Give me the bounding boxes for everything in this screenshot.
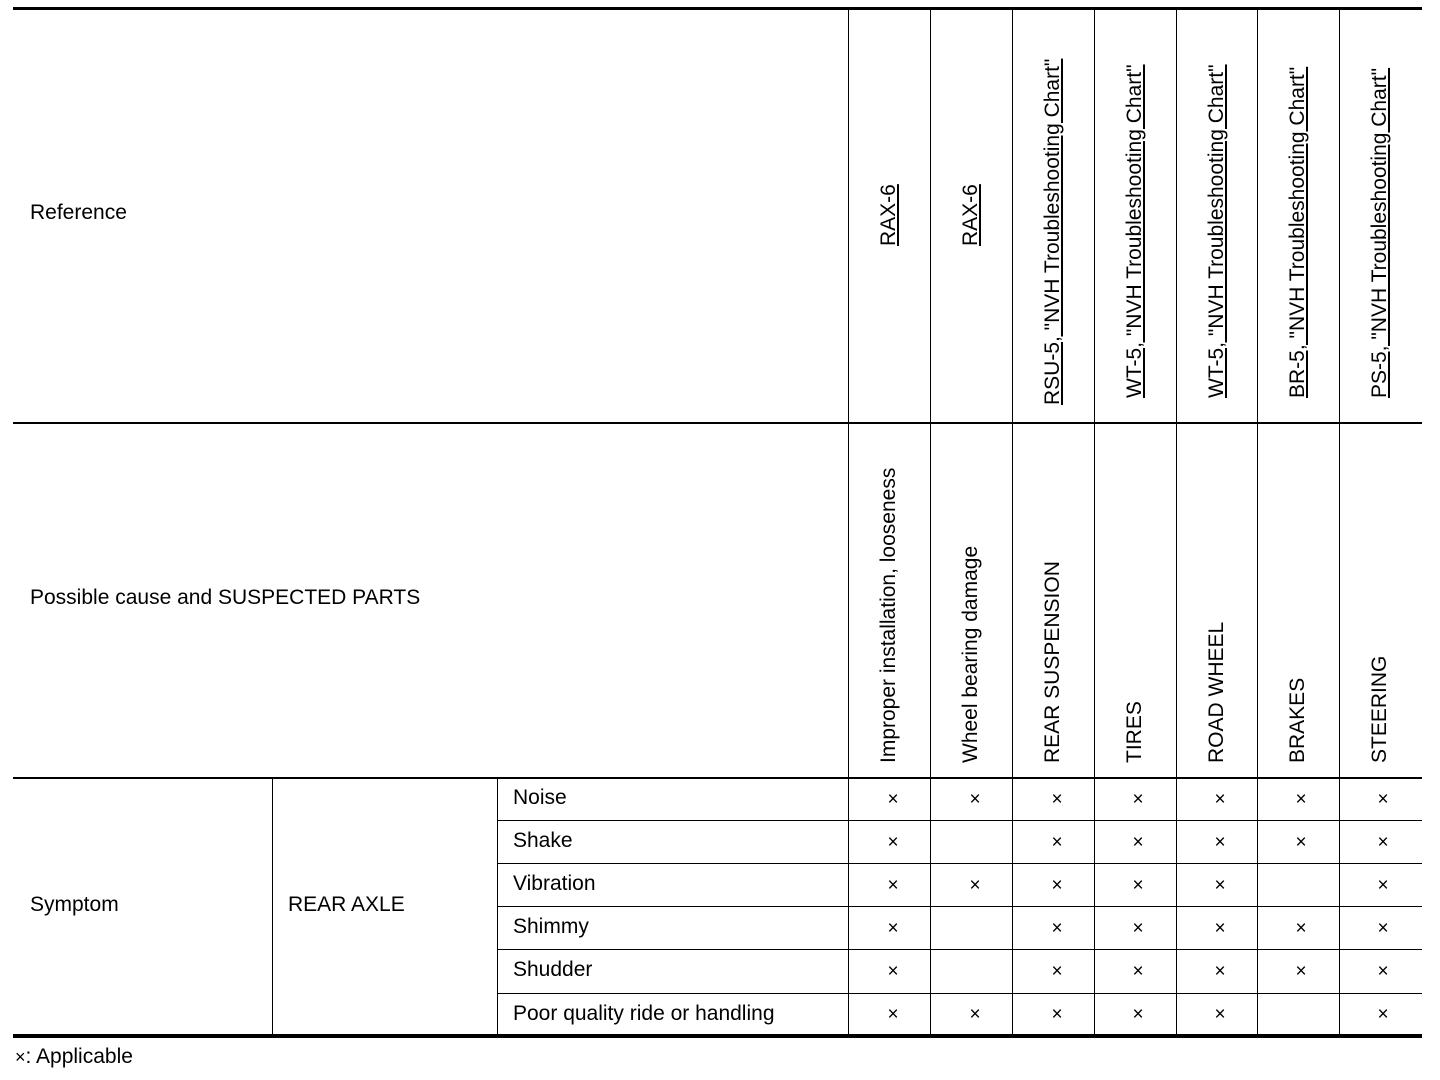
cause-steering: STEERING <box>1368 655 1391 763</box>
applicable-mark: × <box>887 1004 899 1025</box>
applicable-mark: × <box>887 789 899 810</box>
symptom-vibration: Vibration <box>513 872 596 895</box>
applicable-mark: × <box>1051 1004 1063 1025</box>
symptom-row-border <box>497 993 1422 994</box>
reference-link-wt-5[interactable]: WT-5, "NVH Troubleshooting Chart" <box>1123 64 1146 398</box>
cause-label: Possible cause and SUSPECTED PARTS <box>30 586 421 609</box>
applicable-mark: × <box>1132 961 1144 982</box>
applicable-mark: × <box>1051 832 1063 853</box>
reference-link-wt-5[interactable]: WT-5, "NVH Troubleshooting Chart" <box>1205 64 1228 398</box>
rear-axle-label: REAR AXLE <box>288 893 405 916</box>
applicable-mark: × <box>1214 961 1226 982</box>
column-border <box>1257 9 1258 1036</box>
applicable-mark: × <box>1132 875 1144 896</box>
cause-tires: TIRES <box>1123 701 1146 763</box>
applicable-mark: × <box>1051 789 1063 810</box>
column-border <box>1176 9 1177 1036</box>
applicable-mark: × <box>1214 875 1226 896</box>
applicable-mark: × <box>1214 918 1226 939</box>
applicable-mark: × <box>1377 832 1389 853</box>
applicable-mark: × <box>969 1004 981 1025</box>
column-border <box>1094 9 1095 1036</box>
applicable-mark: × <box>1051 961 1063 982</box>
table-top-border <box>13 7 1422 10</box>
applicable-mark: × <box>1051 875 1063 896</box>
applicable-mark: × <box>1295 918 1307 939</box>
reference-link-rax-6[interactable]: RAX-6 <box>877 184 900 246</box>
column-border <box>848 9 849 1036</box>
cause-row-border <box>13 777 1422 779</box>
applicable-mark: × <box>1132 1004 1144 1025</box>
symptom-shimmy: Shimmy <box>513 915 589 938</box>
symptom-label: Symptom <box>30 893 119 916</box>
symptom-poor-ride: Poor quality ride or handling <box>513 1002 775 1025</box>
applicable-mark: × <box>969 789 981 810</box>
legend-symbol: × <box>15 1047 26 1067</box>
applicable-mark: × <box>1214 1004 1226 1025</box>
legend-text: : Applicable <box>25 1045 133 1068</box>
applicable-mark: × <box>887 961 899 982</box>
reference-row-border <box>13 422 1422 424</box>
applicable-mark: × <box>1377 918 1389 939</box>
group-column-border <box>272 778 273 1036</box>
symptom-row-border <box>497 863 1422 864</box>
symptom-column-border <box>497 778 498 1036</box>
symptom-shake: Shake <box>513 829 573 852</box>
reference-link-rax-6[interactable]: RAX-6 <box>959 184 982 246</box>
applicable-mark: × <box>1377 1004 1389 1025</box>
symptom-noise: Noise <box>513 786 567 809</box>
applicable-mark: × <box>1295 789 1307 810</box>
applicable-mark: × <box>887 875 899 896</box>
cause-improper-installation: Improper installation, looseness <box>877 467 900 763</box>
applicable-mark: × <box>1295 832 1307 853</box>
table-bottom-border <box>13 1034 1422 1038</box>
symptom-row-border <box>497 949 1422 950</box>
reference-link-ps-5[interactable]: PS-5, "NVH Troubleshooting Chart" <box>1368 67 1391 398</box>
reference-label: Reference <box>30 201 127 224</box>
symptom-shudder: Shudder <box>513 958 593 981</box>
applicable-mark: × <box>1377 875 1389 896</box>
cause-road-wheel: ROAD WHEEL <box>1205 621 1228 763</box>
symptom-row-border <box>497 820 1422 821</box>
applicable-mark: × <box>1214 832 1226 853</box>
applicable-mark: × <box>1295 961 1307 982</box>
applicable-mark: × <box>1377 789 1389 810</box>
applicable-mark: × <box>1051 918 1063 939</box>
column-border <box>1339 9 1340 1036</box>
cause-rear-suspension: REAR SUSPENSION <box>1041 561 1064 763</box>
applicable-mark: × <box>1132 789 1144 810</box>
applicable-mark: × <box>887 918 899 939</box>
symptom-row-border <box>497 906 1422 907</box>
legend <box>15 1045 133 1069</box>
applicable-mark: × <box>1214 789 1226 810</box>
cause-wheel-bearing-damage: Wheel bearing damage <box>959 545 982 763</box>
nvh-troubleshooting-table <box>13 0 1422 1040</box>
column-border <box>930 9 931 1036</box>
applicable-mark: × <box>887 832 899 853</box>
reference-link-br-5[interactable]: BR-5, "NVH Troubleshooting Chart" <box>1286 66 1309 398</box>
column-border <box>1012 9 1013 1036</box>
applicable-mark: × <box>1377 961 1389 982</box>
applicable-mark: × <box>969 875 981 896</box>
reference-link-rsu-5[interactable]: RSU-5, "NVH Troubleshooting Chart" <box>1041 58 1064 405</box>
cause-brakes: BRAKES <box>1286 677 1309 763</box>
applicable-mark: × <box>1132 918 1144 939</box>
applicable-mark: × <box>1132 832 1144 853</box>
